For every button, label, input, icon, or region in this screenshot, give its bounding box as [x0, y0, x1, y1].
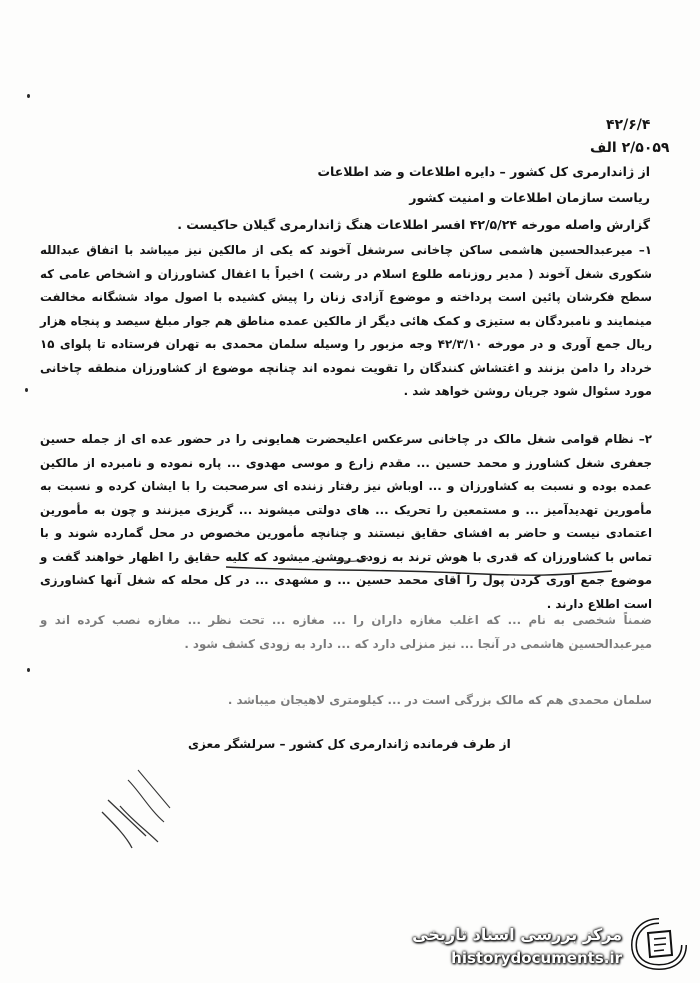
- archive-watermark: [414, 905, 694, 977]
- archive-logo-icon: [630, 917, 688, 971]
- scan-speck: [27, 94, 30, 98]
- scan-speck: [27, 668, 30, 672]
- watermark-title: مرکز بررسی اسناد تاریخی: [412, 925, 622, 944]
- paragraph-1: ۱– میرعبدالحسین هاشمی ساکن چاخانی سرشغل آخوند که یکی از مالکین نیز میباشد با اتفاق عبدالله شکوری شغل آخوند ( مدیر روزنامه طلوع اسلام در رشت ) اخیراً با اغفال کشاورزان و اشخاص عامی که سطح فکرشان پائین است پرداخته و موضوع آزادی زنان را پیش کشیده با اصول مواد ششگانه مخالفت مینمایند و نامبردگان به ستیزی و کمک هائی دیگر از مالکین عمده مناطق هم جوار مبلغ سیصد و پنجاه هزار ریال جمع آوری و در مورخه ۴۲/۳/۱۰ وجه مزبور را وسیله سلمان محمدی به تهران فرستاده تا پلوای ۱۵ خرداد را دامن بزنند و اغتشاش کنندگان را تقویت نموده اند چنانچه موضوع از کشاورزان منطقه چاخانی مورد سئوال شود جریان روشن خواهد شد .: [40, 243, 652, 398]
- paragraph-4: سلمان محمدی هم که مالک بزرگی است در ... کیلومتری لاهیجان میباشد .: [227, 693, 652, 707]
- paragraph-2: ۲– نظام قوامی شغل مالک در چاخانی سرعکس اعلیحضرت همایونی را در حضور عده ای از جمله حسین جعفری شغل کشاورز و محمد حسین ... مقدم زارع و موسی مهدوی ... پاره نموده و نامبرده از مالکین عمده بوده و نسبت به کشاورزان و ... اوباش نیز رفتار زننده ای سرصحبت را با ایشان کرده و نسبت به مأمورین تهدیدآمیز ... و مستمعین را تحریک ... های دولتی میشوند ... گریزی میزنند و چون به مأمورین اعتمادی نیست و حاضر به افشای حقایق نیستند و چنانچه مأمورین مخصوص در محل گمارده شوند و با تماس با کشاورزان که قدری با هوش ترند به زودی روشن میشود که کلیه حقایق را اظهار خواهند گفت و موضوع جمع آوری کردن پول را آقای محمد حسین ... و مشهدی ... در کل محله که شغل آنها کشاورزی است اطلاع دارند .: [40, 432, 652, 611]
- paragraph-3: ضمناً شخصی به نام ... که اغلب مغازه داران را ... مغازه ... تحت نظر ... مغازه نصب کرده اند و میرعبدالحسین هاشمی در آنجا ... نیز منزلی دارد که ... دارد به زودی کشف شود .: [40, 613, 652, 651]
- document-date: ۴۲/۶/۴: [606, 117, 651, 133]
- sender-line: از ژاندارمری کل کشور – دایره اطلاعات و ضد اطلاعات: [317, 164, 650, 179]
- subject-line: گزارش واصله مورخه ۴۲/۵/۲۴ افسر اطلاعات هنگ ژاندارمری گیلان حاکیست .: [177, 217, 650, 232]
- watermark-url: historydocuments.ir: [451, 949, 622, 967]
- signature-line: از طرف فرمانده ژاندارمری کل کشور – سرلشگر معزی: [188, 737, 511, 751]
- scan-speck: [25, 388, 28, 392]
- document-number: ۲/۵۰۵۹ الف: [590, 140, 670, 156]
- recipient-line: ریاست سازمان اطلاعات و امنیت کشور: [409, 190, 650, 205]
